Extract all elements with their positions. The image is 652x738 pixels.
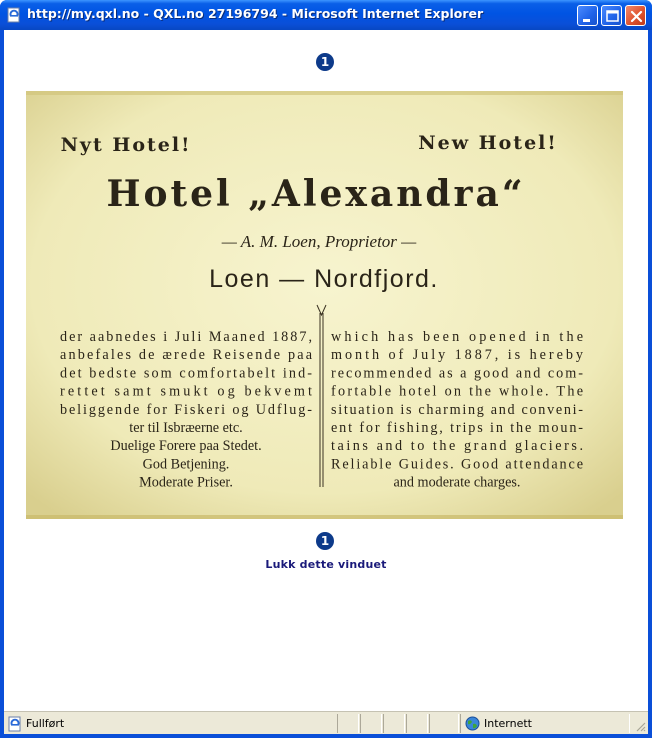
image-number-badge-top[interactable]: 1	[316, 53, 334, 71]
window-bottom-border	[0, 734, 652, 738]
card-text-line: Moderate Priser.	[139, 474, 233, 491]
card-right-heading: New Hotel!	[418, 132, 558, 154]
card-text-line: month of July 1887, is hereby	[331, 347, 583, 364]
card-text-line: fortable hotel on the whole. The	[331, 383, 583, 400]
image-number-badge-bottom[interactable]: 1	[316, 532, 334, 550]
status-pane-2	[360, 714, 382, 733]
title-bar[interactable]	[0, 0, 652, 30]
card-text-line: God Betjening.	[142, 456, 230, 473]
maximize-icon	[602, 6, 623, 27]
resize-grip-icon[interactable]	[634, 720, 646, 732]
card-text-line: situation is charming and conveni-	[331, 401, 583, 418]
card-hotel-name: Hotel „Alexandra“	[106, 173, 526, 215]
status-text: Fullført	[26, 717, 65, 730]
window-title: http://my.qxl.no - QXL.no 27196794 - Microsoft Internet Explorer	[27, 6, 484, 21]
card-location: Loen — Nordfjord.	[209, 265, 439, 293]
card-text-line: recommended as a good and com-	[331, 365, 583, 382]
maximize-button[interactable]	[601, 5, 622, 26]
minimize-button[interactable]	[577, 5, 598, 26]
card-text-line: der aabnedes i Juli Maaned 1887,	[60, 329, 312, 345]
minimize-icon	[578, 6, 599, 27]
status-pane-3	[383, 714, 405, 733]
page-content	[4, 30, 648, 711]
hotel-card-photo	[26, 91, 623, 519]
internet-globe-icon	[465, 716, 480, 731]
card-text-line: ent for fishing, trips in the moun-	[331, 420, 583, 436]
card-text-line: anbefales de ærede Reisende paa	[60, 347, 313, 364]
card-text-line: beliggende for Fiskeri og Udflug-	[60, 401, 312, 418]
card-text-line: tains and to the grand glaciers.	[331, 438, 583, 455]
card-text-line: and moderate charges.	[393, 474, 521, 491]
card-text-line: det bedste som comfortabelt ind-	[60, 365, 312, 382]
card-text-line: Duelige Forere paa Stedet.	[110, 438, 262, 455]
close-button[interactable]	[625, 5, 646, 26]
zone-text: Internett	[484, 717, 532, 730]
ie-page-icon	[6, 7, 22, 23]
page-done-icon	[7, 716, 23, 732]
card-left-heading: Nyt Hotel!	[60, 134, 192, 156]
status-bar	[4, 711, 648, 734]
card-text-line: which has been opened in the	[331, 329, 583, 345]
card-text-line: rettet samt smukt og bekvemt	[60, 383, 312, 400]
status-pane-1	[337, 714, 359, 733]
status-pane-5	[429, 714, 459, 733]
close-window-link[interactable]: Lukk dette vinduet	[265, 558, 387, 571]
card-text-line: ter til Isbræerne etc.	[129, 420, 243, 436]
close-icon	[626, 6, 647, 27]
status-pane-4	[406, 714, 428, 733]
card-text-line: Reliable Guides. Good attendance	[331, 456, 583, 473]
card-proprietor: — A. M. Loen, Proprietor —	[221, 232, 417, 251]
